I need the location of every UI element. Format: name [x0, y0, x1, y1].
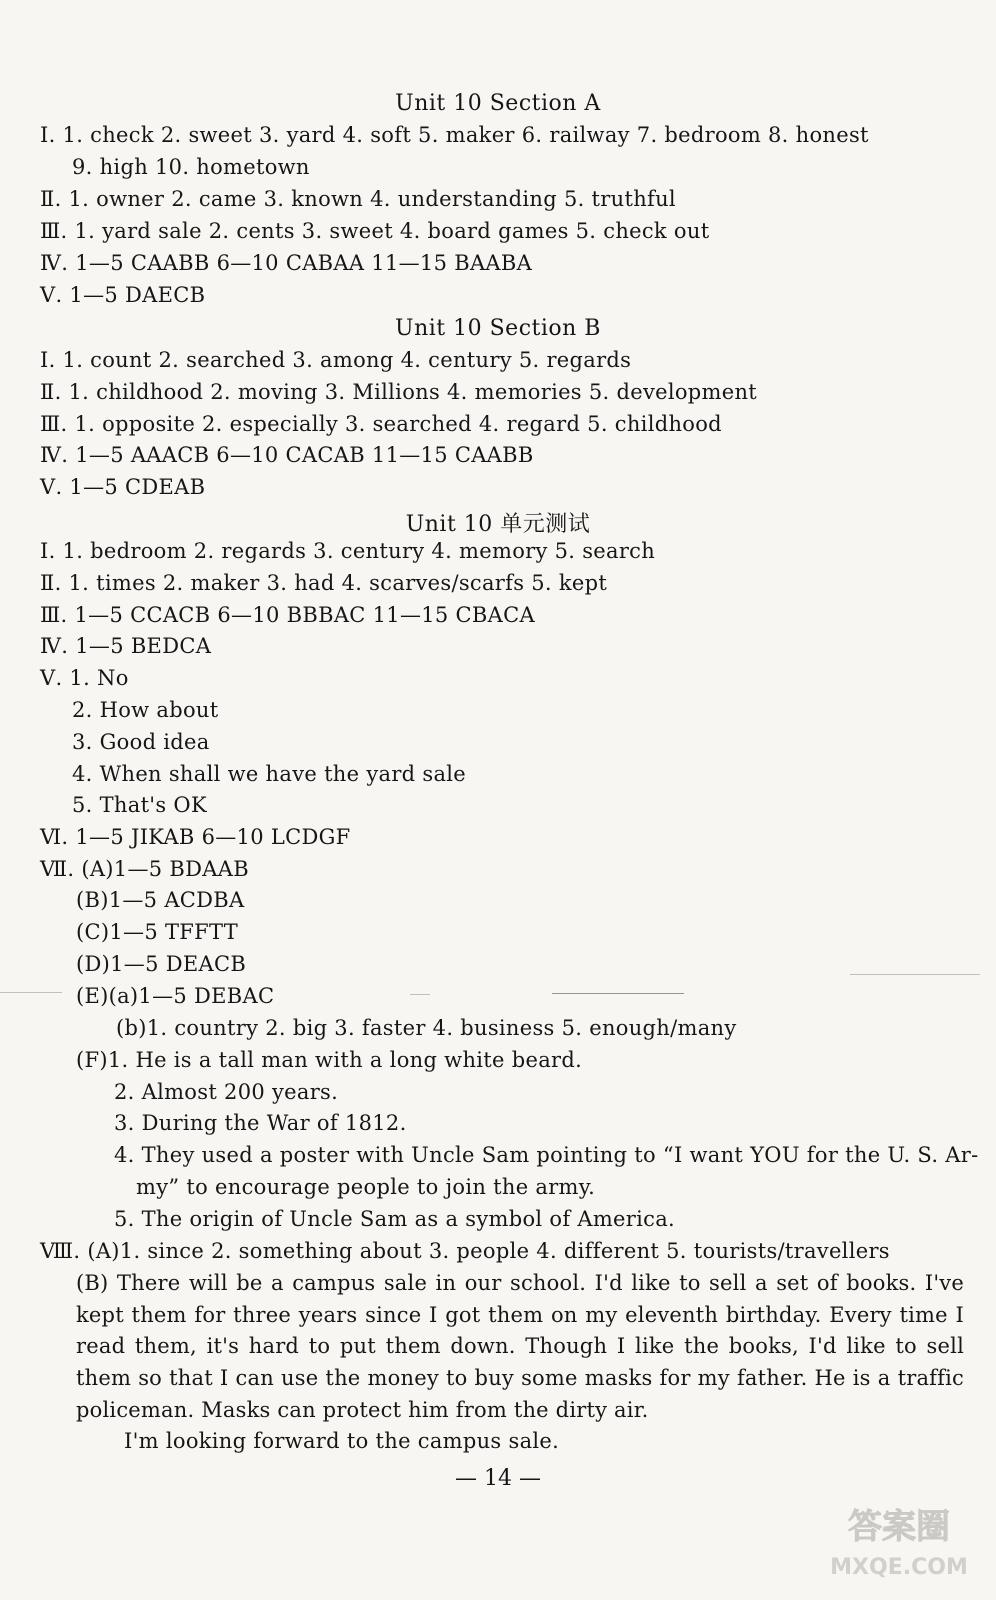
- test-line-3: Ⅲ. 1—5 CCACB 6—10 BBBAC 11—15 CBACA: [40, 603, 535, 627]
- sec-b-line-2: Ⅱ. 1. childhood 2. moving 3. Millions 4. memories 5. development: [40, 380, 758, 404]
- test-line-22: 5. The origin of Uncle Sam as a symbol of America.: [114, 1207, 675, 1231]
- test-line-12: (B)1—5 ACDBA: [76, 888, 245, 912]
- test-line-5: Ⅴ. 1. No: [40, 666, 129, 690]
- test-line-6: 2. How about: [72, 698, 219, 722]
- sec-b-line-5: Ⅴ. 1—5 CDEAB: [40, 475, 206, 499]
- test-line-9: 5. That's OK: [72, 793, 207, 817]
- essay-paragraph-2: I'm looking forward to the campus sale.: [124, 1429, 560, 1453]
- test-line-19: 3. During the War of 1812.: [114, 1111, 407, 1135]
- test-line-14: (D)1—5 DEACB: [76, 952, 247, 976]
- test-line-23: Ⅷ. (A)1. since 2. something about 3. people 4. different 5. tourists/travellers: [40, 1239, 890, 1263]
- sec-b-line-1: Ⅰ. 1. count 2. searched 3. among 4. century 5. regards: [40, 348, 632, 372]
- test-line-18: 2. Almost 200 years.: [114, 1080, 339, 1104]
- test-line-20: 4. They used a poster with Uncle Sam pointing to “I want YOU for the U. S. Ar-: [114, 1143, 979, 1167]
- sec-a-line-1: Ⅰ. 1. check 2. sweet 3. yard 4. soft 5. maker 6. railway 7. bedroom 8. honest: [40, 123, 869, 147]
- scan-noise-line: [0, 992, 62, 993]
- page-number: — 14 —: [455, 1466, 541, 1491]
- test-line-4: Ⅳ. 1—5 BEDCA: [40, 634, 212, 658]
- sec-b-line-3: Ⅲ. 1. opposite 2. especially 3. searched 4. regard 5. childhood: [40, 412, 722, 436]
- test-line-17: (F)1. He is a tall man with a long white beard.: [76, 1048, 583, 1072]
- test-line-11: Ⅶ. (A)1—5 BDAAB: [40, 857, 249, 881]
- section-a-title: Unit 10 Section A: [395, 91, 601, 116]
- test-line-7: 3. Good idea: [72, 730, 210, 754]
- sec-a-line-2: 9. high 10. hometown: [72, 155, 310, 179]
- test-line-10: Ⅵ. 1—5 JIKAB 6—10 LCDGF: [40, 825, 351, 849]
- scan-noise-line: [410, 994, 430, 995]
- test-line-16: (b)1. country 2. big 3. faster 4. business 5. enough/many: [116, 1016, 737, 1040]
- test-line-21: my” to encourage people to join the army.: [136, 1175, 596, 1199]
- sec-b-line-4: Ⅳ. 1—5 AAACB 6—10 CACAB 11—15 CAABB: [40, 443, 534, 467]
- scan-noise-line: [850, 974, 980, 975]
- sec-a-line-6: Ⅴ. 1—5 DAECB: [40, 283, 206, 307]
- section-b-title: Unit 10 Section B: [395, 316, 601, 341]
- watermark-url: MXQE.COM: [830, 1555, 968, 1580]
- test-line-8: 4. When shall we have the yard sale: [72, 762, 467, 786]
- sec-a-line-4: Ⅲ. 1. yard sale 2. cents 3. sweet 4. board games 5. check out: [40, 219, 710, 243]
- watermark-logo: [824, 1494, 974, 1584]
- watermark-logo-text: 答案圈: [848, 1507, 950, 1547]
- unit-test-title: Unit 10 单元测试: [405, 512, 591, 537]
- test-line-1: Ⅰ. 1. bedroom 2. regards 3. century 4. memory 5. search: [40, 539, 656, 563]
- test-line-15: (E)(a)1—5 DEBAC: [76, 984, 275, 1008]
- test-line-13: (C)1—5 TFFTT: [76, 920, 239, 944]
- scan-noise-line: [552, 993, 684, 994]
- essay-paragraph-1: (B) There will be a campus sale in our school. I'd like to sell a set of books. I've kept them for three years since I got them on my eleventh birthday. Every time I read them, it's hard to put them down. Though I like the books, I'd like to sell them so that I can use the money to buy some masks for my father. He is a traffic policeman. Masks can protect him from the dirty air.: [76, 1271, 964, 1422]
- test-line-2: Ⅱ. 1. times 2. maker 3. had 4. scarves/scarfs 5. kept: [40, 571, 608, 595]
- sec-a-line-5: Ⅳ. 1—5 CAABB 6—10 CABAA 11—15 BAABA: [40, 251, 533, 275]
- sec-a-line-3: Ⅱ. 1. owner 2. came 3. known 4. understanding 5. truthful: [40, 187, 676, 211]
